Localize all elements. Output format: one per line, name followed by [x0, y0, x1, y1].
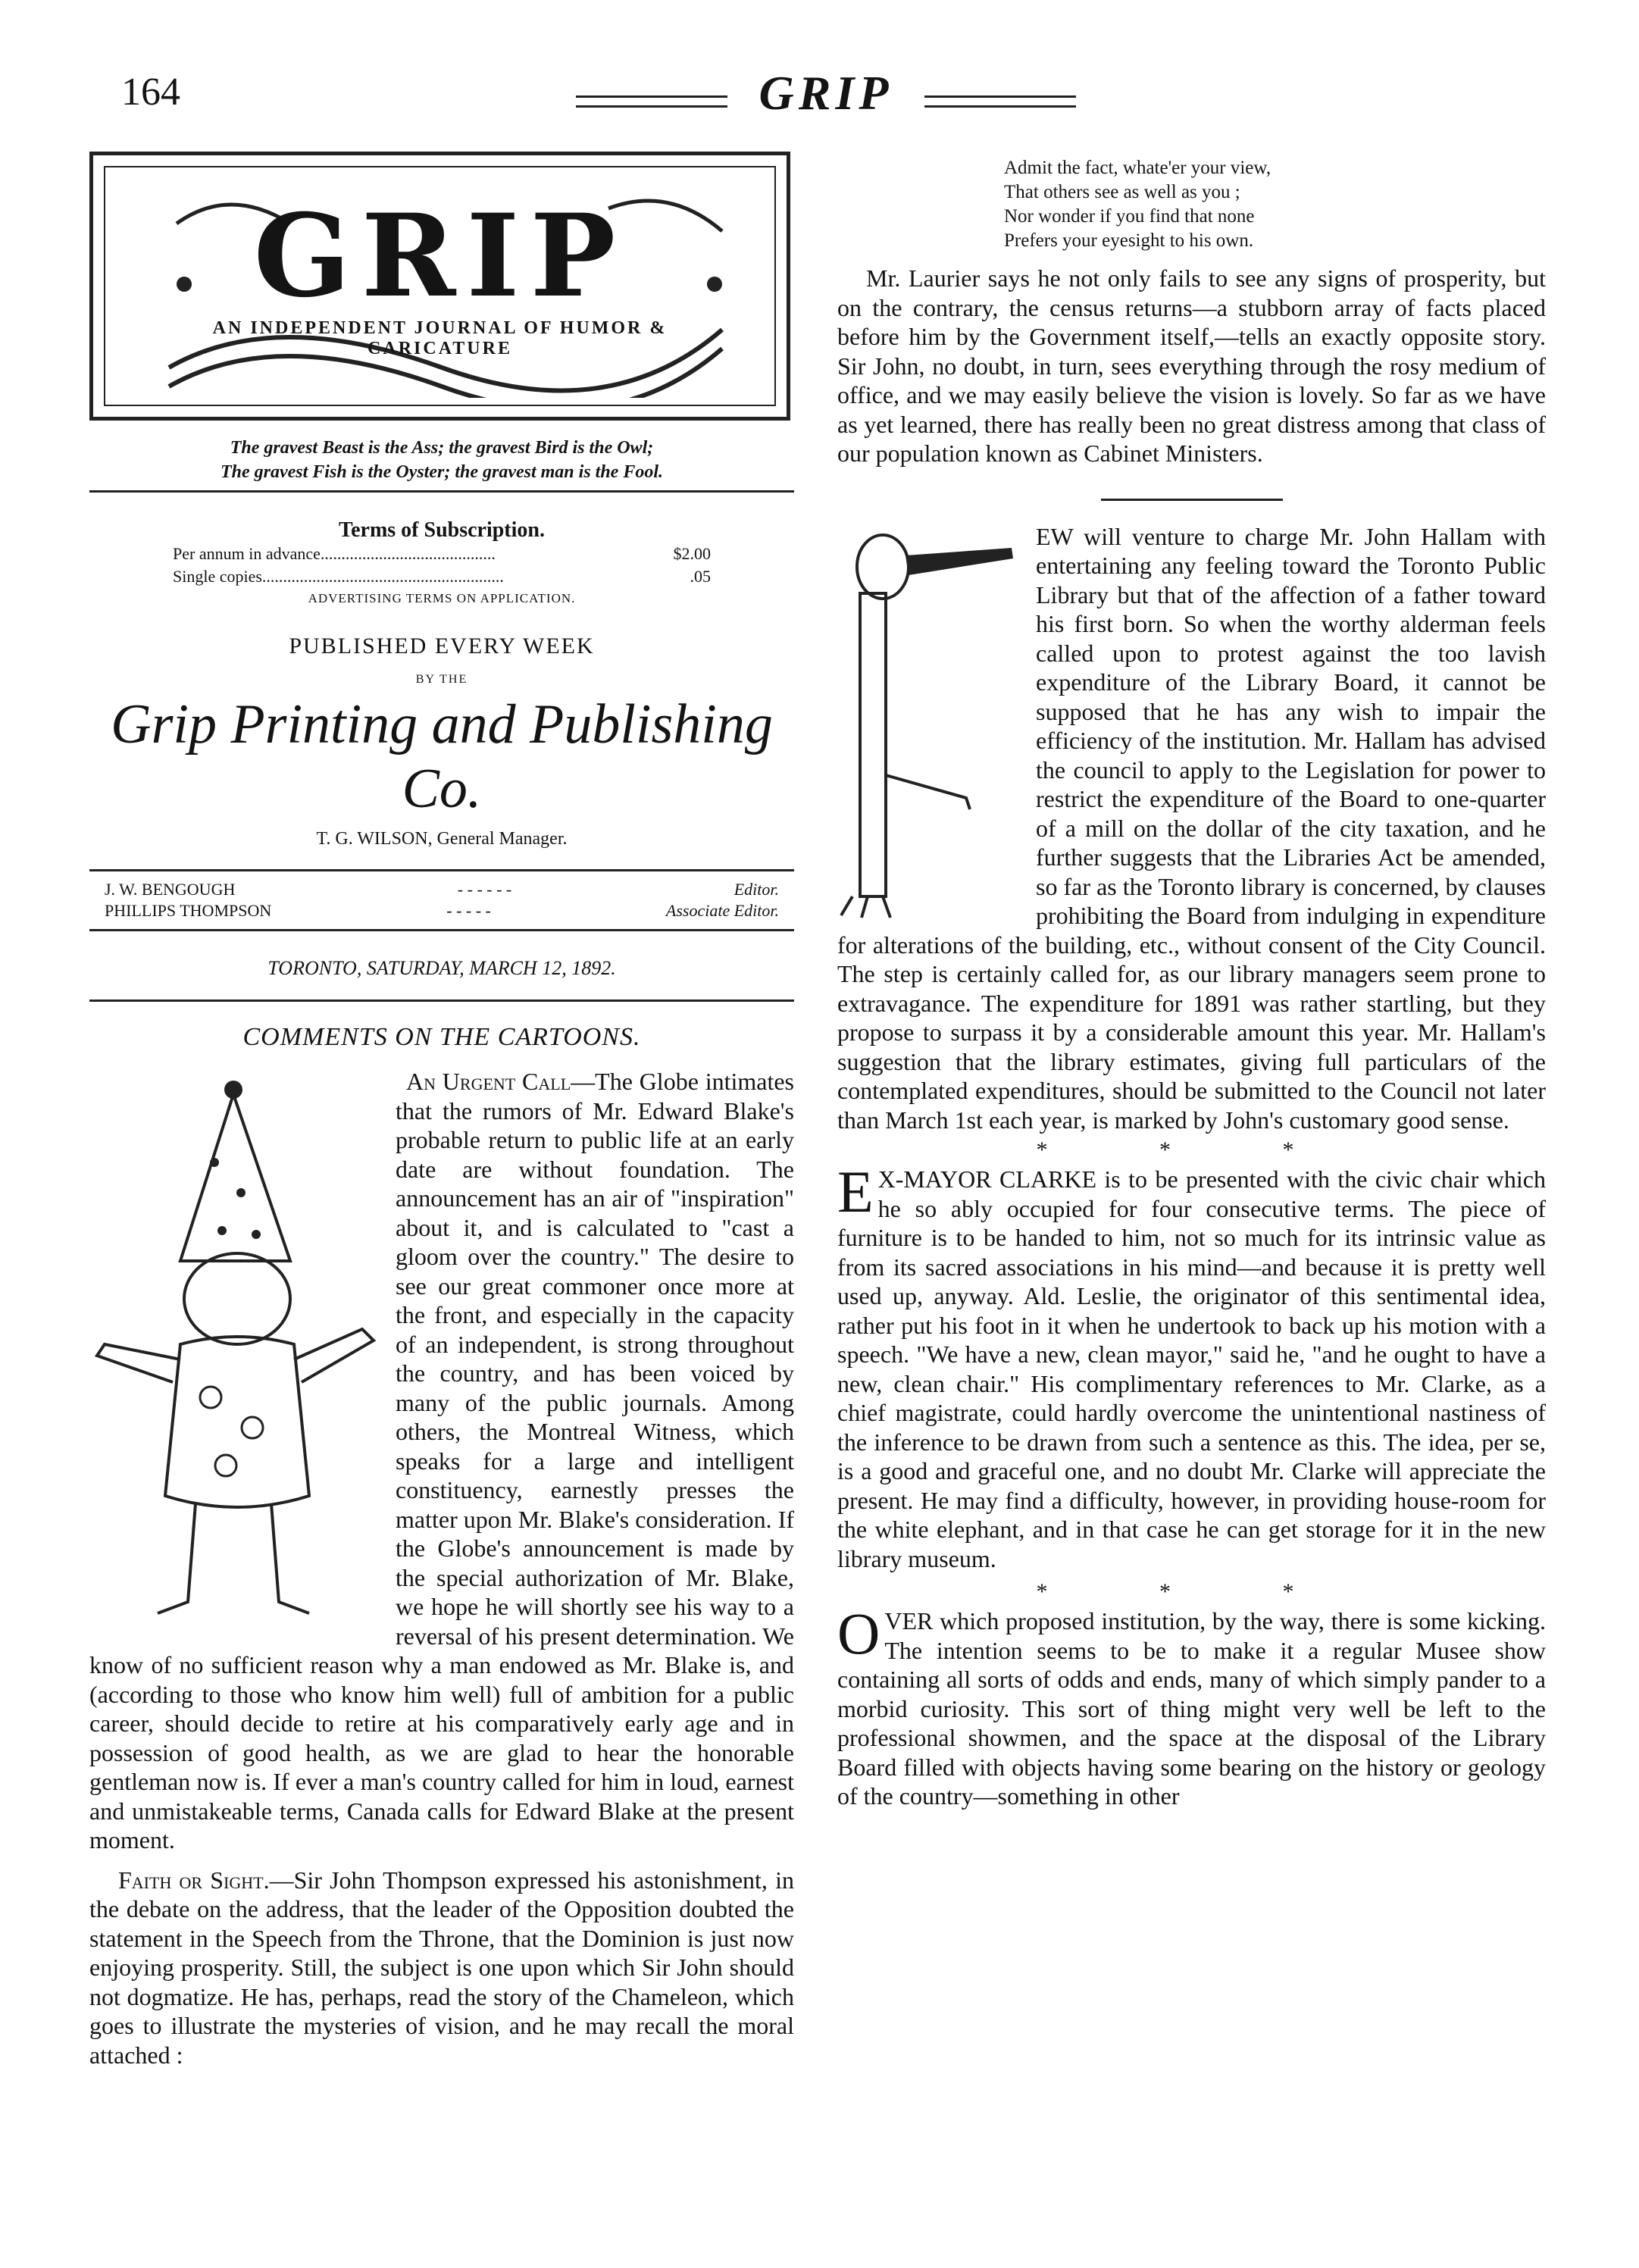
editor-name: J. W. BENGOUGH: [105, 880, 236, 899]
general-manager: T. G. WILSON, General Manager.: [316, 829, 568, 849]
right-column: [837, 152, 1546, 1811]
paragraph-text: —The Globe intimates that the rumors of Mr. Edward Blake's probable return to public life at an early date are without foundation. The announcement has an air of "inspiration" about it, and is calculated to "cast a gloom over the country." The desire to see our great commoner once more at the front, and especially in the capacity of an independent, is strong throughout the country, and has been voiced by many of the public journals. Among others, the Montreal Witness, which speaks for a large and intelligent constituency, earnestly presses the matter upon Mr. Blake's consideration. If the Globe's announcement is made by the special authorization of Mr. Blake, we hope he will shortly see his way to a reversal of his present determination. We know of no sufficient reason why a man endowed as Mr. Blake is, and (according to those who know him well) full of ambition for a public career, should decide to retire at his comparatively early age and in possession of good health, as we are glad to hear the honorable gentleman now is. If ever a man's country called for him in loud, earnest and unmistakeable terms, Canada calls for Edward Blake at the present moment.: [89, 1068, 794, 1854]
masthead-grip-text: GRIP: [253, 189, 627, 323]
paragraph-lead: An Urgent Call: [406, 1068, 571, 1095]
page-number: 164: [121, 70, 180, 114]
paragraph-text: VER which proposed institution, by the way, there is some kicking. The intention seems to be to make it a regular Musee show containing all sorts of odds and ends, many of which simply pander to a morbid curiosity. This sort of thing might very well be left to the professional showmen, and the space at the disposal of the Library Board filled with objects having some bearing on the history or geology of the country—something in other: [837, 1607, 1546, 1810]
header-rule-right: [924, 95, 1076, 108]
article-paragraph: [837, 1600, 1546, 1811]
terms-row-price: .05: [690, 567, 711, 586]
article-paragraph: [89, 1866, 794, 2070]
editor-role: Editor.: [733, 880, 779, 899]
publisher-name: Grip Printing and Publishing Co.: [111, 693, 773, 820]
poem: [1004, 156, 1546, 253]
paragraph-text: X-MAYOR CLARKE is to be presented with the civic chair which he so ably occupied for four consecutive terms. The piece of furniture is to be handed to him, not so much for its intrinsic value as from its sacred associations in his mind—and because it is pretty well used up, anyway. Ald. Leslie, the originator of this sentimental idea, rather put his foot in it when he undertook to back up his motion with a speech. "We have a new, clean mayor," said he, "and he ought to have a new, clean chair." His complimentary references to Mr. Clarke, as a chief magistrate, could hardly overcome the unintentional nastiness of the inference to be drawn from such a sentence as this. The idea, per se, is a good and graceful one, and no doubt Mr. Clarke will appreciate the present. He may find a difficulty, however, in providing house-room for the white elephant, and in that case he can get storage for it in the new library museum.: [837, 1165, 1546, 1572]
left-column: [89, 152, 794, 2069]
motto-line-2: The gravest Fish is the Oyster; the gravest man is the Fool.: [220, 462, 663, 482]
drop-cap: E: [837, 1159, 874, 1225]
section-stars: * * *: [1036, 1137, 1347, 1162]
paragraph-lead: Faith or Sight: [118, 1866, 264, 1894]
editor-row: [105, 900, 779, 921]
clown-illustration: [89, 1071, 385, 1632]
article-paragraph: Mr. Laurier says he not only fails to see any signs of prosperity, but on the contrary, the census returns—a stubborn array of facts placed before him by the Government itself,—tells an exactly opposite story. Sir John, no doubt, in turn, sees everything through the rosy medium of office, and we may easily believe the vision is lovely. So far as we have as yet learned, there has really been no great distress among that class of our population known as Cabinet Ministers.: [837, 264, 1546, 467]
motto-line-1: The gravest Beast is the Ass; the gravest Bird is the Owl;: [230, 438, 654, 458]
terms-row-annum: [173, 543, 711, 565]
poem-line: Prefers your eyesight to his own.: [1004, 230, 1254, 251]
editor-dots: - - - - - -: [457, 880, 512, 899]
left-article: [89, 1067, 794, 2069]
terms-row-single: [173, 565, 711, 588]
editors-box: [89, 869, 794, 931]
published-by: BY THE: [415, 673, 468, 686]
poem-line: That others see as well as you ;: [1004, 182, 1240, 202]
editor-name: PHILLIPS THOMPSON: [105, 901, 272, 920]
right-article: [837, 264, 1546, 1811]
editor-role: Associate Editor.: [665, 901, 779, 920]
header-title: GRIP: [759, 66, 893, 120]
article-paragraph: [837, 1159, 1546, 1573]
terms-title: Terms of Subscription.: [338, 518, 545, 542]
dateline: TORONTO, SATURDAY, MARCH 12, 1892.: [89, 957, 794, 1002]
masthead-logo: [89, 152, 790, 421]
motto: [89, 436, 794, 484]
section-title: COMMENTS ON THE CARTOONS.: [242, 1023, 641, 1051]
editor-row: [105, 879, 779, 900]
masthead-banner-text: AN INDEPENDENT JOURNAL OF HUMOR & CARICATURE: [212, 318, 668, 358]
terms-row-price: $2.00: [673, 544, 711, 563]
poem-line: Admit the fact, whate'er your view,: [1004, 158, 1271, 178]
advertising-terms: ADVERTISING TERMS ON APPLICATION.: [308, 591, 576, 605]
section-separator: [1101, 499, 1283, 501]
editor-dots: - - - - -: [446, 901, 491, 920]
section-stars: * * *: [1036, 1579, 1347, 1604]
paragraph-text: .—Sir John Thompson expressed his astonishment, in the debate on the address, that the leader of the Opposition doubted the statement in the Speech from the Throne, that the Dominion is just now enjoying prosperity. Still, the subject is one upon which Sir John should not dogmatize. He has, perhaps, read the story of the Chameleon, which goes to illustrate the mysteries of vision, and he may recall the moral attached :: [89, 1866, 794, 2069]
motto-rule: [89, 490, 794, 493]
caricature-letter-f: [837, 525, 1027, 919]
terms-row-label: Per annum in advance..........................................: [173, 544, 496, 563]
drop-cap: O: [837, 1600, 880, 1666]
published-every-week: PUBLISHED EVERY WEEK: [289, 633, 595, 659]
article-paragraph: EW will venture to charge Mr. John Hallam with entertaining any feeling toward the Toronto Public Library but that of the affection of a father toward his first born. So when the worthy alderman feels called upon to protest against the too lavish expenditure of the Library Board, it cannot be supposed that he has any wish to impair the efficiency of the institution. Mr. Hallam has advised the council to apply to the Legislation for power to restrict the expenditure of the Board to one-quarter of a mill on the dollar of the city taxation, and he further suggests that the Libraries Act be amended, so far as the Toronto library is concerned, by clauses prohibiting the Board from indulging in expenditure for alterations of the building, etc., without consent of the City Council. The step is certainly called for, as our library managers seem prone to extravagance. The expenditure for 1891 was rather startling, but they propose to surpass it by a considerable amount this year. Mr. Hallam's suggestion that the library estimates, giving full particulars of the contemplated expenditures, should be submitted to the Council not later than March 1st each year, is marked by John's customary good sense.: [837, 522, 1546, 1134]
poem-line: Nor wonder if you find that none: [1004, 206, 1255, 227]
terms-row-label: Single copies..........................................................: [173, 567, 504, 586]
